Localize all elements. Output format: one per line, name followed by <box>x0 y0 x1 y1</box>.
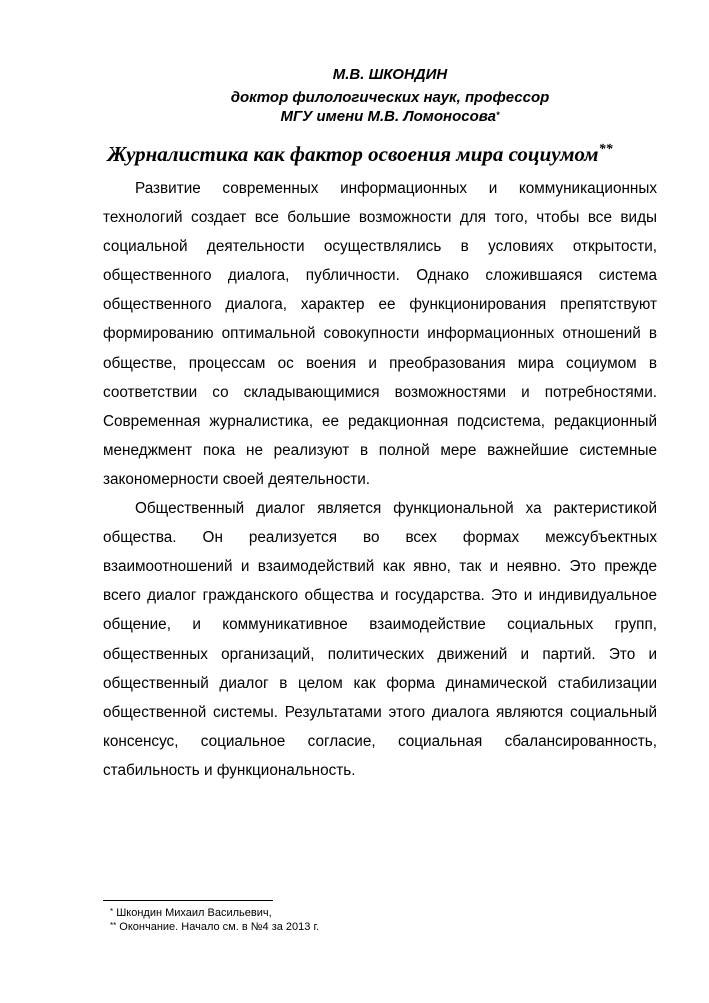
footnote-separator <box>103 900 273 901</box>
footnote-2 <box>110 920 319 934</box>
article-title-text: Журналистика как фактор освоения мира социумом <box>107 142 599 166</box>
affiliation-footnote-mark: * <box>496 110 500 120</box>
author-affiliation <box>60 108 709 126</box>
author-name: М.В. ШКОНДИН <box>332 66 448 83</box>
article-title <box>40 142 680 166</box>
footnote-1-text: Шкондин Михаил Васильевич, <box>116 907 272 919</box>
article-body <box>103 174 657 785</box>
footnote-1 <box>110 906 272 920</box>
footnote-1-mark: * <box>110 907 114 916</box>
footnote-2-text: Окончание. Начало см. в №4 за 2013 г. <box>119 921 320 933</box>
title-footnote-mark: ** <box>598 142 613 157</box>
footnote-2-mark: ** <box>110 921 117 930</box>
author-degree: доктор филологических наук, профессор <box>230 89 550 106</box>
affiliation-text: МГУ имени М.В. Ломоносова <box>280 108 496 125</box>
paragraph-1: Развитие современных информационных и коммуникационных технологий создает все большие возможности для того, чтобы все виды социальной деятельности осуществлялись в условиях открытости, общественного диалога, публичности. Однако сложившаяся система общественного диалога, характер ее функционирования препятствуют формированию оптимальной совокупности информационных отношений в обществе, процессам ос воения и преобразования мира социумом в соответствии со складывающимися возможностями и потребностями. Современная журналистика, ее редакционная подсистема, редакционный менеджмент пока не реализуют в полной мере важнейшие системные закономерности своей деятельности. <box>103 180 657 488</box>
paragraph-2: Общественный диалог является функциональной ха рактеристикой общества. Он реализуется во всех формах межсубъектных взаимоотношений и взаимодействий как явно, так и неявно. Это прежде всего диалог гражданского общества и государства. Это и индивидуальное общение, и коммуникативное взаимодействие социальных групп, общественных организаций, политических движений и партий. Это и общественный диалог в целом как форма динамической стабилизации общественной системы. Результатами этого диалога являются социальный консенсус, социальное согласие, социальная сбалансированность, стабильность и функциональность. <box>103 500 657 779</box>
